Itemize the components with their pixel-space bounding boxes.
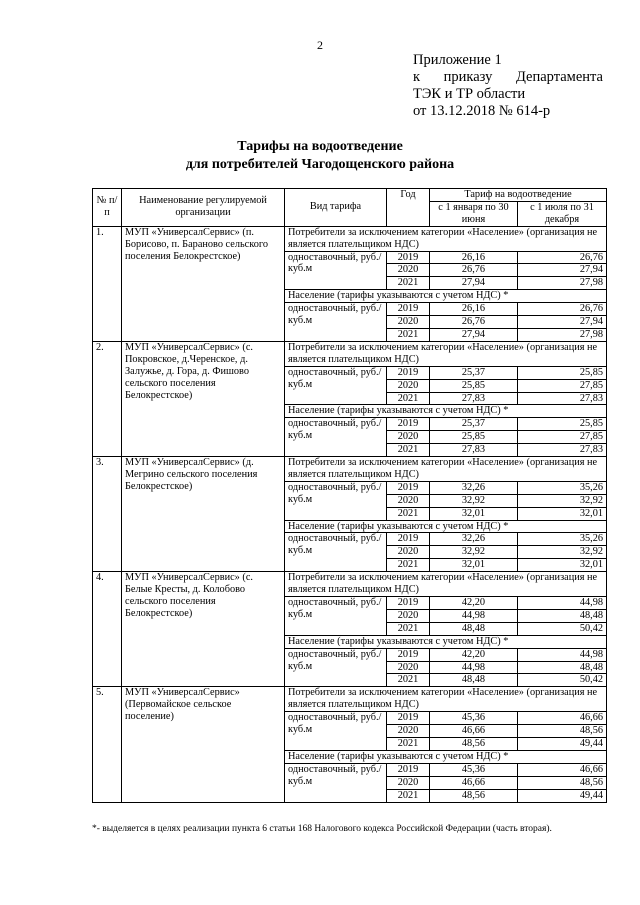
tariff-h1-cell: 26,16 [430, 303, 518, 316]
tariff-h1-cell: 46,66 [430, 725, 518, 738]
year-cell: 2019 [387, 712, 430, 725]
header-period-2: с 1 июля по 31 декабря [518, 201, 607, 226]
title-line-2: для потребителей Чагодощенского района [185, 157, 455, 172]
appendix-line-1: Приложение 1 [413, 52, 502, 68]
group-label-row [93, 687, 607, 712]
organization-name: МУП «УниверсалСервис» (д. Мегрино сельского поселения Белокрестское) [122, 457, 285, 572]
consumer-group-label: Население (тарифы указываются с учетом НДС) * [285, 290, 607, 303]
tariff-table [92, 188, 607, 803]
consumer-group-label: Население (тарифы указываются с учетом НДС) * [285, 405, 607, 418]
year-cell: 2021 [387, 328, 430, 341]
year-cell: 2020 [387, 609, 430, 622]
year-cell: 2019 [387, 533, 430, 546]
year-cell: 2020 [387, 494, 430, 507]
tariff-h1-cell: 42,20 [430, 648, 518, 661]
tariff-h1-cell: 32,01 [430, 559, 518, 572]
tariff-kind: одноставочный, руб./куб.м [285, 533, 387, 572]
header-num: № п/п [93, 189, 122, 227]
tariff-h2-cell: 27,94 [518, 316, 607, 329]
tariff-h1-cell: 48,56 [430, 737, 518, 750]
tariff-kind: одноставочный, руб./куб.м [285, 712, 387, 751]
consumer-group-label: Потребители за исключением категории «Население» (организация не является плательщиком НДС) [285, 226, 607, 251]
consumer-group-label: Население (тарифы указываются с учетом НДС) * [285, 635, 607, 648]
tariff-h1-cell: 32,01 [430, 507, 518, 520]
tariff-h2-cell: 25,85 [518, 418, 607, 431]
tariff-h2-cell: 46,66 [518, 763, 607, 776]
tariff-h1-cell: 25,37 [430, 418, 518, 431]
document-title [0, 138, 640, 174]
tariff-h2-cell: 32,92 [518, 546, 607, 559]
year-cell: 2021 [387, 277, 430, 290]
year-cell: 2021 [387, 674, 430, 687]
page-number: 2 [317, 38, 323, 52]
tariff-h2-cell: 25,85 [518, 366, 607, 379]
tariff-h1-cell: 44,98 [430, 661, 518, 674]
tariff-h2-cell: 32,01 [518, 507, 607, 520]
appendix-line-2 [413, 69, 603, 86]
tariff-h2-cell: 50,42 [518, 622, 607, 635]
consumer-group-label: Потребители за исключением категории «Население» (организация не является плательщиком НДС) [285, 687, 607, 712]
tariff-h1-cell: 27,83 [430, 444, 518, 457]
tariff-h1-cell: 32,26 [430, 481, 518, 494]
tariff-h2-cell: 35,26 [518, 481, 607, 494]
organization-name: МУП «УниверсалСервис» (Первомайское сельское поселение) [122, 687, 285, 802]
tariff-h2-cell: 44,98 [518, 597, 607, 610]
appendix-line-4: от 13.12.2018 № 614-р [413, 103, 551, 119]
year-cell: 2020 [387, 661, 430, 674]
tariff-kind: одноставочный, руб./куб.м [285, 251, 387, 290]
tariff-h1-cell: 45,36 [430, 763, 518, 776]
appendix-word: приказу [443, 69, 493, 85]
tariff-h1-cell: 44,98 [430, 609, 518, 622]
header-tariff: Тариф на водоотведение [430, 189, 607, 202]
row-number: 2. [93, 341, 122, 456]
tariff-h2-cell: 46,66 [518, 712, 607, 725]
tariff-h1-cell: 26,16 [430, 251, 518, 264]
tariff-h2-cell: 27,83 [518, 444, 607, 457]
year-cell: 2020 [387, 725, 430, 738]
appendix-word: к [413, 69, 421, 85]
year-cell: 2021 [387, 622, 430, 635]
appendix-block [413, 52, 603, 120]
tariff-h1-cell: 32,92 [430, 546, 518, 559]
organization-name: МУП «УниверсалСервис» (с. Покровское, д.Черенское, д. Залужье, д. Гора, д. Фишово сельского поселения Белокрестское) [122, 341, 285, 456]
tariff-h1-cell: 27,83 [430, 392, 518, 405]
tariff-h1-cell: 27,94 [430, 328, 518, 341]
tariff-h1-cell: 27,94 [430, 277, 518, 290]
title-line-1: Тарифы на водоотведение [237, 139, 403, 154]
header-kind: Вид тарифа [285, 189, 387, 227]
tariff-h1-cell: 25,85 [430, 379, 518, 392]
group-label-row [93, 341, 607, 366]
consumer-group-label: Потребители за исключением категории «Население» (организация не является плательщиком НДС) [285, 341, 607, 366]
organization-name: МУП «УниверсалСервис» (п. Борисово, п. Бараново сельского поселения Белокрестское) [122, 226, 285, 341]
tariff-h2-cell: 48,48 [518, 661, 607, 674]
year-cell: 2020 [387, 379, 430, 392]
year-cell: 2019 [387, 763, 430, 776]
year-cell: 2019 [387, 481, 430, 494]
year-cell: 2021 [387, 444, 430, 457]
header-year: Год [387, 189, 430, 227]
tariff-h2-cell: 44,98 [518, 648, 607, 661]
year-cell: 2019 [387, 597, 430, 610]
tariff-h2-cell: 32,01 [518, 559, 607, 572]
year-cell: 2021 [387, 392, 430, 405]
year-cell: 2019 [387, 418, 430, 431]
year-cell: 2020 [387, 431, 430, 444]
year-cell: 2020 [387, 546, 430, 559]
tariff-h2-cell: 26,76 [518, 303, 607, 316]
tariff-kind: одноставочный, руб./куб.м [285, 418, 387, 457]
year-cell: 2020 [387, 264, 430, 277]
tariff-table-wrapper [92, 188, 606, 803]
tariff-h1-cell: 26,76 [430, 264, 518, 277]
tariff-h1-cell: 26,76 [430, 316, 518, 329]
tariff-h2-cell: 27,98 [518, 328, 607, 341]
tariff-h2-cell: 35,26 [518, 533, 607, 546]
year-cell: 2021 [387, 789, 430, 802]
tariff-kind: одноставочный, руб./куб.м [285, 597, 387, 636]
tariff-h1-cell: 42,20 [430, 597, 518, 610]
tariff-h1-cell: 45,36 [430, 712, 518, 725]
tariff-h1-cell: 46,66 [430, 776, 518, 789]
year-cell: 2021 [387, 559, 430, 572]
tariff-h2-cell: 27,83 [518, 392, 607, 405]
consumer-group-label: Потребители за исключением категории «Население» (организация не является плательщиком НДС) [285, 572, 607, 597]
year-cell: 2020 [387, 776, 430, 789]
tariff-h2-cell: 27,94 [518, 264, 607, 277]
year-cell: 2021 [387, 507, 430, 520]
row-number: 4. [93, 572, 122, 687]
group-label-row [93, 226, 607, 251]
tariff-h2-cell: 50,42 [518, 674, 607, 687]
year-cell: 2019 [387, 648, 430, 661]
group-label-row [93, 572, 607, 597]
header-period-1: с 1 января по 30 июня [430, 201, 518, 226]
tariff-h1-cell: 25,85 [430, 431, 518, 444]
year-cell: 2021 [387, 737, 430, 750]
footnote: *- выделяется в целях реализации пункта 6 статьи 168 Налогового кодекса Российской Федерации (часть вторая). [92, 824, 552, 834]
year-cell: 2020 [387, 316, 430, 329]
tariff-h1-cell: 32,26 [430, 533, 518, 546]
tariff-h2-cell: 48,56 [518, 776, 607, 789]
table-header-row [93, 189, 607, 202]
row-number: 5. [93, 687, 122, 802]
table-body [93, 226, 607, 802]
tariff-kind: одноставочный, руб./куб.м [285, 648, 387, 687]
row-number: 1. [93, 226, 122, 341]
tariff-h1-cell: 25,37 [430, 366, 518, 379]
tariff-h1-cell: 48,48 [430, 622, 518, 635]
consumer-group-label: Население (тарифы указываются с учетом НДС) * [285, 750, 607, 763]
tariff-h2-cell: 48,48 [518, 609, 607, 622]
year-cell: 2019 [387, 251, 430, 264]
tariff-h2-cell: 26,76 [518, 251, 607, 264]
appendix-line-3: ТЭК и ТР области [413, 86, 526, 102]
tariff-h1-cell: 32,92 [430, 494, 518, 507]
tariff-h2-cell: 49,44 [518, 789, 607, 802]
tariff-h2-cell: 48,56 [518, 725, 607, 738]
consumer-group-label: Население (тарифы указываются с учетом НДС) * [285, 520, 607, 533]
tariff-h2-cell: 49,44 [518, 737, 607, 750]
tariff-h2-cell: 27,85 [518, 431, 607, 444]
organization-name: МУП «УниверсалСервис» (с. Белые Кресты, д. Колобово сельского поселения Белокрестское) [122, 572, 285, 687]
tariff-kind: одноставочный, руб./куб.м [285, 763, 387, 802]
year-cell: 2019 [387, 366, 430, 379]
tariff-h1-cell: 48,56 [430, 789, 518, 802]
appendix-word: Департамента [515, 69, 603, 85]
group-label-row [93, 457, 607, 482]
row-number: 3. [93, 457, 122, 572]
tariff-kind: одноставочный, руб./куб.м [285, 481, 387, 520]
tariff-h2-cell: 27,85 [518, 379, 607, 392]
year-cell: 2019 [387, 303, 430, 316]
tariff-h2-cell: 27,98 [518, 277, 607, 290]
tariff-h1-cell: 48,48 [430, 674, 518, 687]
tariff-kind: одноставочный, руб./куб.м [285, 366, 387, 405]
header-org: Наименование регулируемой организации [122, 189, 285, 227]
consumer-group-label: Потребители за исключением категории «Население» (организация не является плательщиком НДС) [285, 457, 607, 482]
tariff-kind: одноставочный, руб./куб.м [285, 303, 387, 342]
tariff-h2-cell: 32,92 [518, 494, 607, 507]
